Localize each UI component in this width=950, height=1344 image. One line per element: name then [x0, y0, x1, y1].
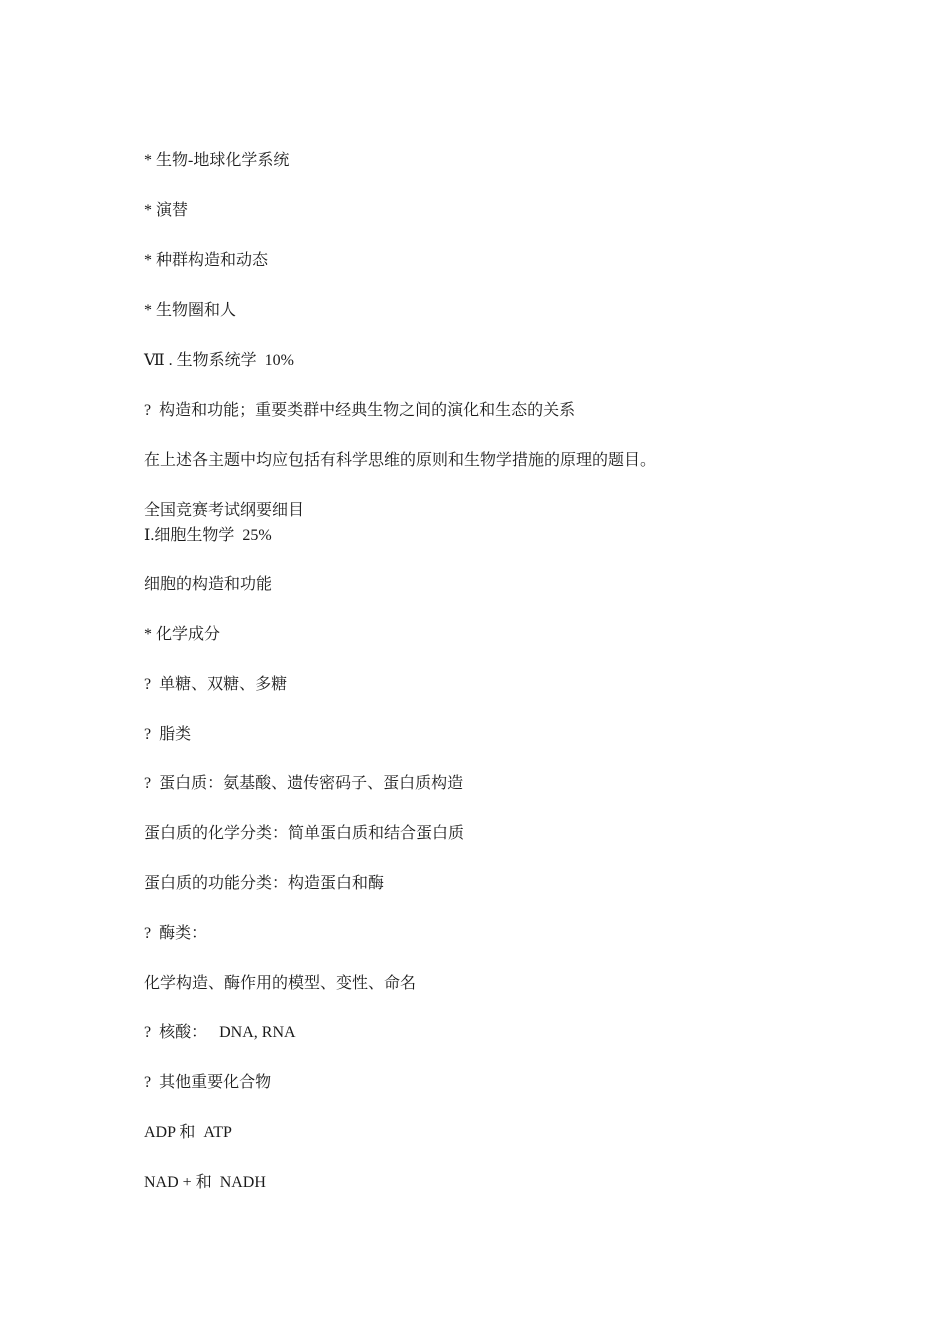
text-line: * 生物-地球化学系统 — [144, 152, 290, 169]
text-line: 在上述各主题中均应包括有科学思维的原则和生物学措施的原理的题目。 — [144, 452, 657, 469]
text-line: ? 蛋白质：氨基酸、遗传密码子、蛋白质构造 — [144, 775, 464, 792]
text-line: 化学构造、酶作用的模型、变性、命名 — [144, 975, 417, 992]
text-line: * 演替 — [144, 202, 189, 219]
text-line: ADP 和 ATP — [144, 1124, 232, 1141]
text-line: ? 核酸： DNA, RNA — [144, 1024, 296, 1041]
text-line: 蛋白质的化学分类：简单蛋白质和结合蛋白质 — [144, 825, 465, 842]
text-line: 细胞的构造和功能 — [144, 576, 273, 593]
text-line: * 种群构造和动态 — [144, 252, 269, 269]
text-line: ? 酶类： — [144, 925, 208, 942]
text-line: ? 单糖、双糖、多糖 — [144, 676, 288, 693]
text-line: ? 脂类 — [144, 726, 192, 743]
text-line: ? 其他重要化合物 — [144, 1074, 272, 1091]
text-line: ? 构造和功能；重要类群中经典生物之间的演化和生态的关系 — [144, 402, 576, 419]
text-line: 蛋白质的功能分类：构造蛋白和酶 — [144, 875, 385, 892]
text-line: * 生物圈和人 — [144, 302, 237, 319]
text-line: * 化学成分 — [144, 626, 221, 643]
text-line: NAD + 和 NADH — [144, 1174, 266, 1191]
section-heading: Ⅰ.细胞生物学 25% — [144, 527, 272, 544]
section-heading: Ⅶ . 生物系统学 10% — [144, 352, 294, 369]
outline-title: 全国竞赛考试纲要细目 — [144, 502, 305, 519]
